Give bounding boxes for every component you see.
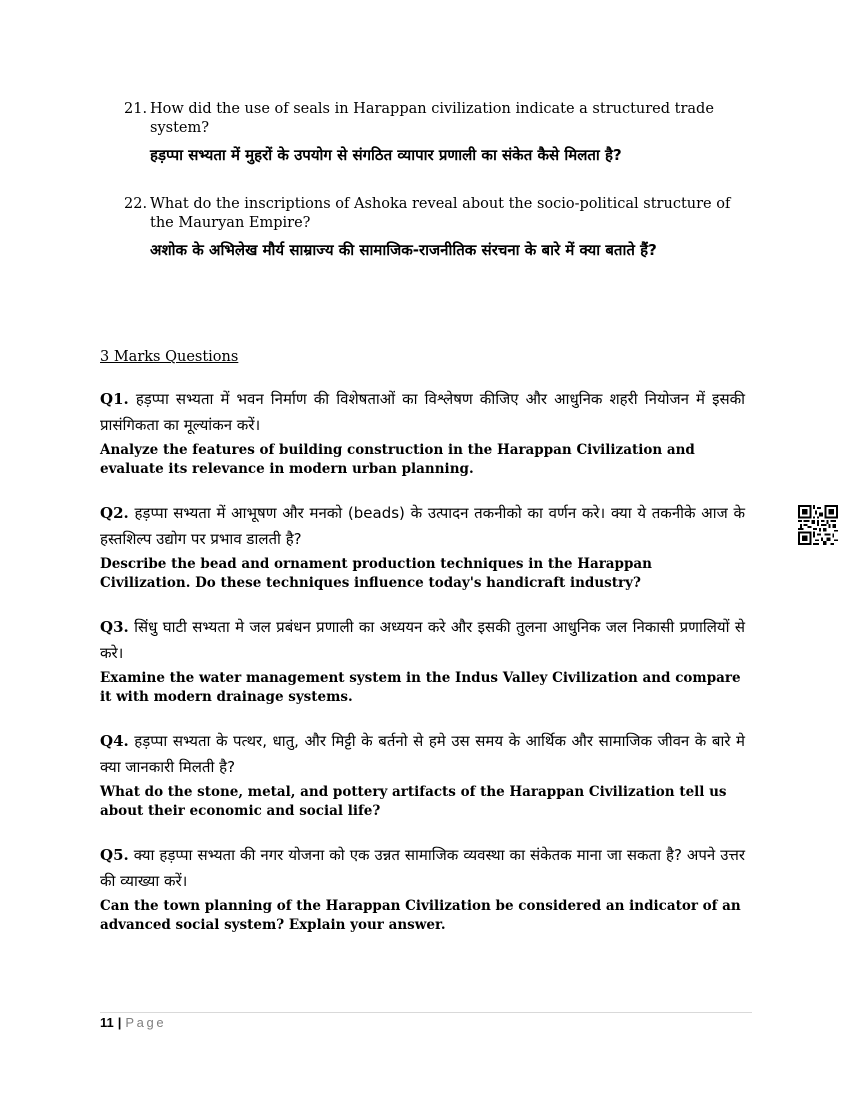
question-english: Analyze the features of building construction in the Harappan Civilization and evaluate its relevance in modern urban planning. — [100, 442, 695, 477]
question-label: Q2. — [100, 504, 129, 522]
qr-code-icon — [798, 505, 838, 545]
section-title: 3 Marks Questions — [100, 349, 239, 365]
question-number: 21. — [124, 101, 148, 117]
page-number: 11 — [100, 1015, 114, 1030]
question-q4 — [100, 728, 745, 821]
question-22 — [124, 195, 744, 263]
question-label: Q1. — [100, 390, 129, 408]
page-label: Page — [125, 1015, 167, 1030]
question-number: 22. — [124, 196, 148, 212]
footer-separator: | — [117, 1015, 122, 1030]
question-hindi — [100, 386, 745, 438]
question-hindi — [100, 614, 745, 666]
page-footer — [100, 1015, 166, 1031]
question-english: Examine the water management system in the Indus Valley Civilization and compare it with modern drainage systems. — [100, 670, 741, 705]
question-hindi — [100, 842, 745, 894]
question-hindi-text: हड़प्पा सभ्यता में भवन निर्माण की विशेषताओं का विश्लेषण कीजिए और आधुनिक शहरी नियोजन में इसकी प्रासंगिकता का मूल्यांकन करें। — [100, 390, 745, 434]
question-english: What do the inscriptions of Ashoka reveal about the socio-political structure of the Mauryan Empire? — [150, 196, 731, 231]
question-hindi-text: हड़प्पा सभ्यता में आभूषण और मनको (beads) के उत्पादन तकनीको का वर्णन करे। क्या ये तकनीके आज के हस्तशिल्प उद्योग पर प्रभाव डालती है? — [100, 504, 745, 548]
question-hindi — [100, 728, 745, 780]
question-q2 — [100, 500, 745, 593]
question-label: Q4. — [100, 732, 129, 750]
question-hindi: अशोक के अभिलेख मौर्य साम्राज्य की सामाजिक-राजनीतिक संरचना के बारे में क्या बताते हैं? — [150, 241, 657, 259]
question-hindi — [100, 500, 745, 552]
question-21 — [124, 100, 744, 168]
question-english: Describe the bead and ornament production techniques in the Harappan Civilization. Do these techniques influence today's handicraft industry? — [100, 556, 652, 591]
question-q3 — [100, 614, 745, 707]
footer-divider — [100, 1012, 752, 1013]
question-hindi: हड़प्पा सभ्यता में मुहरों के उपयोग से संगठित व्यापार प्रणाली का संकेत कैसे मिलता है? — [150, 146, 622, 164]
question-hindi-text: हड़प्पा सभ्यता के पत्थर, धातु, और मिट्टी के बर्तनो से हमे उस समय के आर्थिक और सामाजिक जीवन के बारे मे क्या जानकारी मिलती है? — [100, 732, 745, 776]
question-q5 — [100, 842, 745, 935]
question-hindi-text: सिंधु घाटी सभ्यता मे जल प्रबंधन प्रणाली का अध्ययन करे और इसकी तुलना आधुनिक जल निकासी प्रणालियों से करे। — [100, 618, 745, 662]
question-hindi-text: क्या हड़प्पा सभ्यता की नगर योजना को एक उन्नत सामाजिक व्यवस्था का संकेतक माना जा सकता है? अपने उत्तर की व्याख्या करें। — [100, 846, 745, 890]
question-label: Q5. — [100, 846, 129, 864]
question-q1 — [100, 386, 745, 479]
question-english: What do the stone, metal, and pottery artifacts of the Harappan Civilization tell us about their economic and social life? — [100, 784, 727, 819]
question-label: Q3. — [100, 618, 129, 636]
question-english: How did the use of seals in Harappan civilization indicate a structured trade system? — [150, 101, 714, 136]
question-english: Can the town planning of the Harappan Civilization be considered an indicator of an advanced social system? Explain your answer. — [100, 898, 741, 933]
